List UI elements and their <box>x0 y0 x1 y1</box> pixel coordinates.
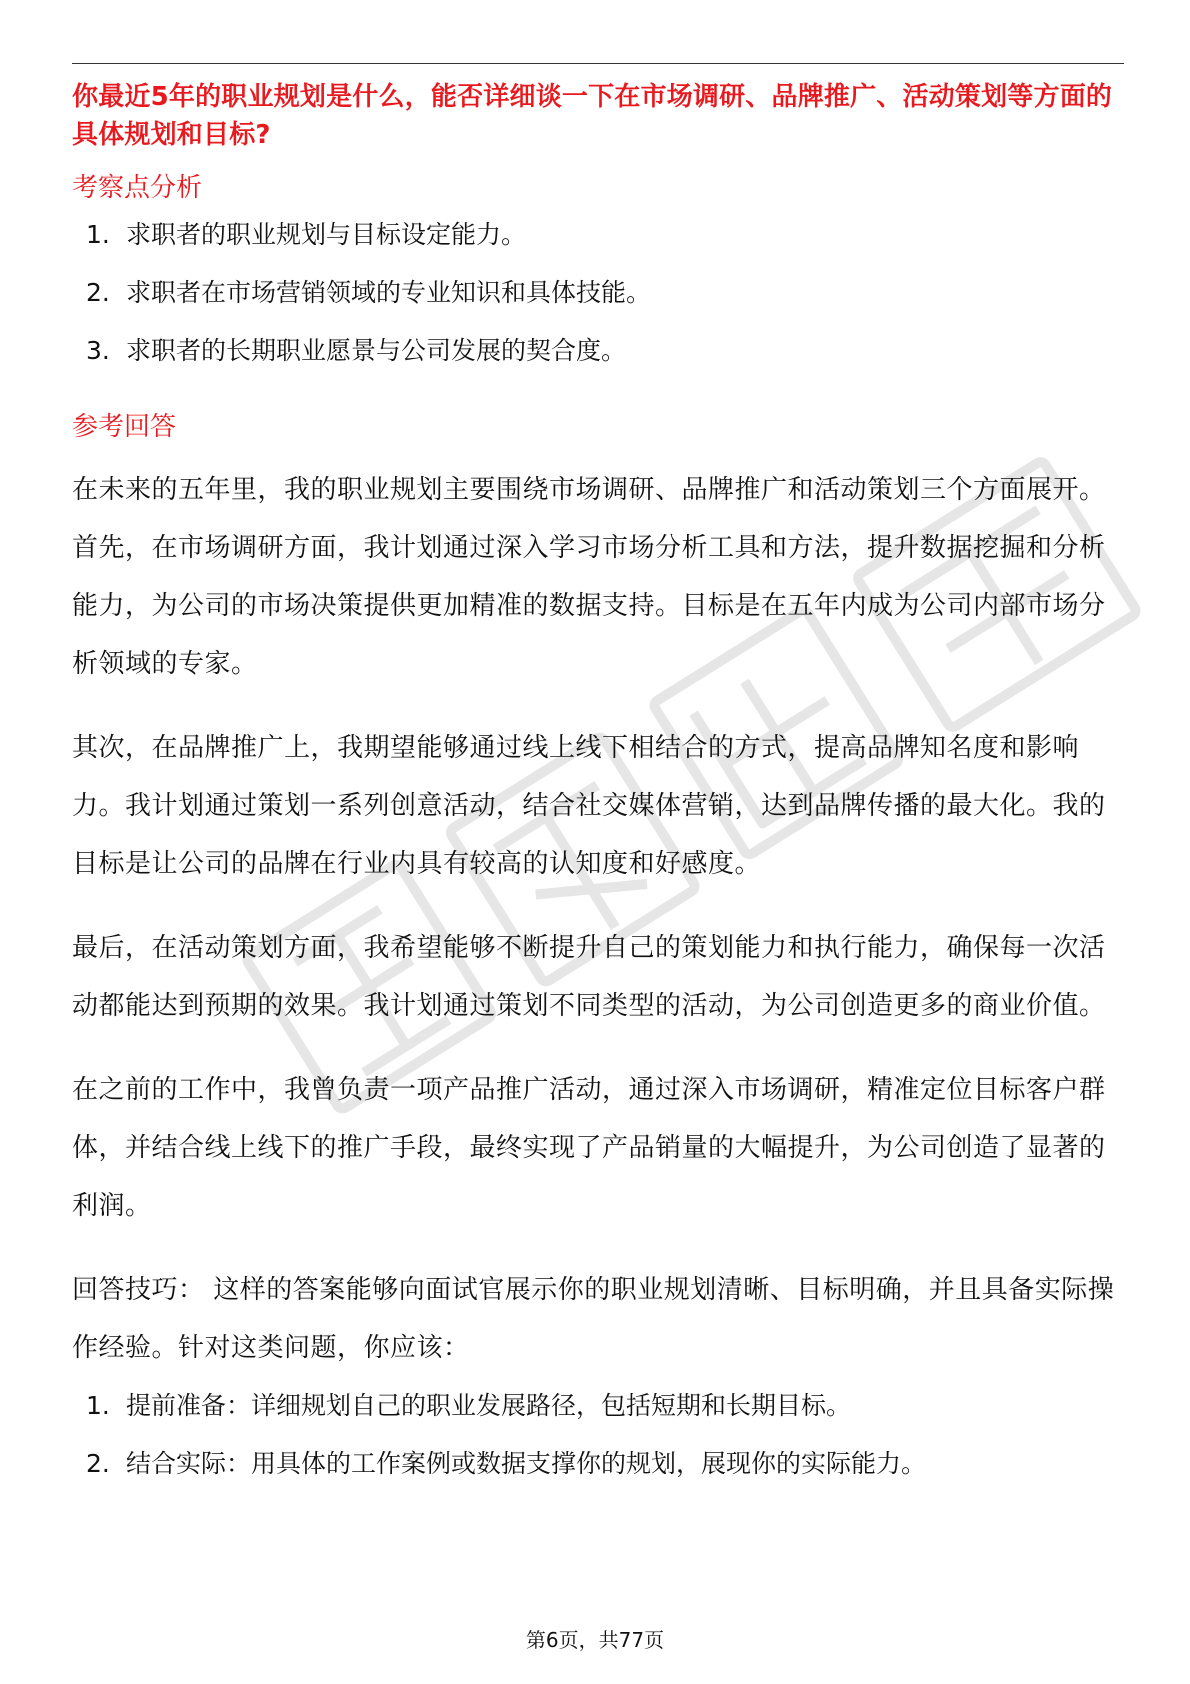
list-item <box>72 206 1124 264</box>
answer-heading: 参考回答 <box>72 412 177 442</box>
list-item <box>72 1435 1124 1493</box>
list-item <box>72 264 1124 322</box>
question-title: 你最近5年的职业规划是什么，能否详细谈一下在市场调研、品牌推广、活动策划等方面的具体规划和目标? <box>72 82 1113 150</box>
list-text: 提前准备：详细规划自己的职业发展路径，包括短期和长期目标。 <box>126 1391 852 1420</box>
list-number: 1. <box>86 1391 110 1420</box>
analysis-list <box>72 206 1124 380</box>
tips-intro: 回答技巧： 这样的答案能够向面试官展示你的职业规划清晰、目标明确，并且具备实际操作经验。针对这类问题，你应该： <box>72 1275 1115 1363</box>
list-number: 1. <box>86 220 110 249</box>
answer-paragraph: 在未来的五年里，我的职业规划主要围绕市场调研、品牌推广和活动策划三个方面展开。首先，在市场调研方面，我计划通过深入学习市场分析工具和方法，提升数据挖掘和分析能力，为公司的市场决策提供更加精准的数据支持。目标是在五年内成为公司内部市场分析领域的专家。 <box>72 475 1106 679</box>
page-number-footer: 第6页，共77页 <box>525 1628 665 1652</box>
answer-paragraph: 其次，在品牌推广上，我期望能够通过线上线下相结合的方式，提高品牌知名度和影响力。我计划通过策划一系列创意活动，结合社交媒体营销，达到品牌传播的最大化。我的目标是让公司的品牌在行业内具有较高的认知度和好感度。 <box>72 733 1106 879</box>
list-number: 3. <box>86 336 110 365</box>
list-number: 2. <box>86 1449 110 1478</box>
main-content <box>72 78 1124 1493</box>
tips-list <box>72 1377 1124 1493</box>
list-text: 结合实际：用具体的工作案例或数据支撑你的规划，展现你的实际能力。 <box>126 1449 927 1478</box>
answer-paragraph: 最后，在活动策划方面，我希望能够不断提升自己的策划能力和执行能力，确保每一次活动都能达到预期的效果。我计划通过策划不同类型的活动，为公司创造更多的商业价值。 <box>72 933 1106 1021</box>
list-item <box>72 1377 1124 1435</box>
header-rule <box>72 63 1124 64</box>
list-text: 求职者在市场营销领域的专业知识和具体技能。 <box>126 278 652 307</box>
analysis-heading: 考察点分析 <box>72 173 203 203</box>
list-item <box>72 322 1124 380</box>
list-text: 求职者的长期职业愿景与公司发展的契合度。 <box>126 336 627 365</box>
list-number: 2. <box>86 278 110 307</box>
list-text: 求职者的职业规划与目标设定能力。 <box>126 220 527 249</box>
answer-paragraph: 在之前的工作中，我曾负责一项产品推广活动，通过深入市场调研，精准定位目标客户群体，并结合线上线下的推广手段，最终实现了产品销量的大幅提升，为公司创造了显著的利润。 <box>72 1075 1106 1221</box>
